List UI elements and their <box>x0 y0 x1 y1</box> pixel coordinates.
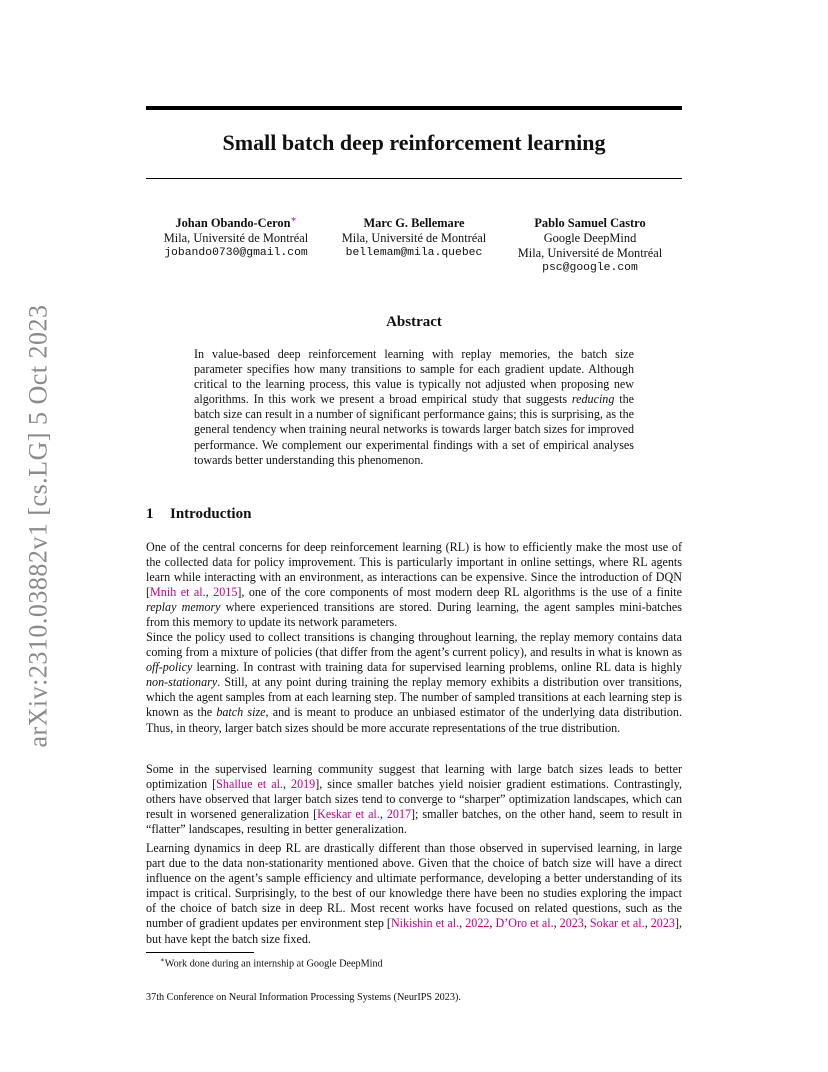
paragraph-1: One of the central concerns for deep reinforcement learning (RL) is how to efficiently make the most use of the collected data for policy improvement. This is particularly important in online settings, where RL agents learn while interacting with an environment, as interactions can be expensive. Since the introduction of DQN [Mnih et al., 2015], one of the core components of most modern deep RL algorithms is the use of a finite replay memory where experienced transitions are stored. During learning, the agent samples mini-batches from this memory to update its network parameters. <box>146 540 683 630</box>
citation-year-link[interactable]: 2023 <box>559 916 584 931</box>
author-name: Johan Obando-Ceron <box>175 216 291 230</box>
footnote-text: Work done during an internship at Google DeepMind <box>164 958 383 970</box>
title-top-rule <box>146 106 682 110</box>
footnote-mark-link[interactable]: ∗ <box>290 213 297 224</box>
footnote-mark: ∗ <box>160 956 165 964</box>
author-1 <box>163 213 309 261</box>
citation-link[interactable]: Keskar et al. <box>317 807 380 822</box>
citation-link[interactable]: Mnih et al. <box>150 585 206 600</box>
paper-title: Small batch deep reinforcement learning <box>222 130 606 155</box>
citation-year-link[interactable]: 2022 <box>465 916 490 931</box>
paragraph-4: Learning dynamics in deep RL are drastically different than those observed in supervised learning, in large part due to the data non-stationarity mentioned above. Given that the choice of batch size will have a direct influence on the agent’s sample efficiency and ultimate performance, developing a better understanding of its impact is critical. Surprisingly, to the best of our knowledge there have been no studies exploring the impact of the choice of batch size in deep RL. Most recent works have focused on related questions, such as the number of gradient updates per environment step [Nikishin et al., 2022, D’Oro et al., 2023, Sokar et al., 2023], but have kept the batch size fixed. <box>146 841 682 946</box>
author-3 <box>518 216 663 276</box>
author-affiliation: Google DeepMind <box>543 231 637 245</box>
citation-year-link[interactable]: 2019 <box>291 777 316 792</box>
author-email: psc@google.com <box>542 262 638 274</box>
abstract-heading: Abstract <box>386 314 442 330</box>
citation-year-link[interactable]: 2015 <box>213 585 238 600</box>
abstract-text: In value-based deep reinforcement learning with replay memories, the batch size parameter specifies how many transitions to sample for each gradient update. Although critical to the learning process, this value is typically not adjusted when proposing new algorithms. In this work we present a broad empirical study that suggests reducing the batch size can result in a number of significant performance gains; this is surprising, as the general tendency when training neural networks is towards larger batch sizes for improved performance. We complement our experimental findings with a set of empirical analyses towards better understanding this phenomenon. <box>194 347 634 467</box>
author-name: Marc G. Bellemare <box>363 216 465 230</box>
author-affiliation: Mila, Université de Montréal <box>341 231 487 245</box>
author-affiliation-secondary: Mila, Université de Montréal <box>517 246 663 260</box>
section-heading-introduction: 1 Introduction <box>146 506 252 522</box>
paragraph-2: Since the policy used to collect transitions is changing throughout learning, the replay memory contains data coming from a mixture of policies (that differ from the agent’s current policy), and results in what is known as off-policy learning. In contrast with training data for supervised learning problems, online RL data is highly non-stationary. Still, at any point during training the replay memory exhibits a distribution over transitions, which the agent samples from at each learning step. The number of sampled transitions at each learning step is known as the batch size, and is meant to produce an unbiased estimator of the underlying data distribution. Thus, in theory, larger batch sizes should be more accurate representations of the true distribution. <box>146 630 682 735</box>
author-name: Pablo Samuel Castro <box>534 216 646 230</box>
author-2 <box>342 216 487 261</box>
author-affiliation: Mila, Université de Montréal <box>163 231 309 245</box>
conference-note: 37th Conference on Neural Information Processing Systems (NeurIPS 2023). <box>146 992 461 1003</box>
arxiv-identifier: arXiv:2310.03882v1 [cs.LG] 5 Oct 2023 <box>24 304 54 748</box>
footnote <box>160 956 383 969</box>
author-email: jobando0730@gmail.com <box>164 247 308 259</box>
title-bottom-rule <box>146 178 682 179</box>
arxiv-sidebar <box>22 296 56 756</box>
citation-link[interactable]: Shallue et al. <box>216 777 283 792</box>
citation-year-link[interactable]: 2023 <box>650 916 675 931</box>
citation-link[interactable]: D’Oro et al. <box>495 916 554 931</box>
paragraph-3: Some in the supervised learning community suggest that learning with large batch sizes leads to better optimization [Shallue et al., 2019], since smaller batches yield noisier gradient estimations. Contrastingly, others have observed that larger batch sizes tend to converge to “sharper” optimization landscapes, which can result in worsened generalization [Keskar et al., 2017]; smaller batches, on the other hand, seem to result in “flatter” landscapes, resulting in better generalization. <box>146 762 682 837</box>
citation-link[interactable]: Sokar et al. <box>589 916 645 931</box>
author-email: bellemam@mila.quebec <box>345 247 483 259</box>
footnote-rule <box>146 952 254 953</box>
citation-year-link[interactable]: 2017 <box>386 807 412 822</box>
author-block <box>146 213 682 286</box>
citation-link[interactable]: Nikishin et al. <box>390 916 460 931</box>
